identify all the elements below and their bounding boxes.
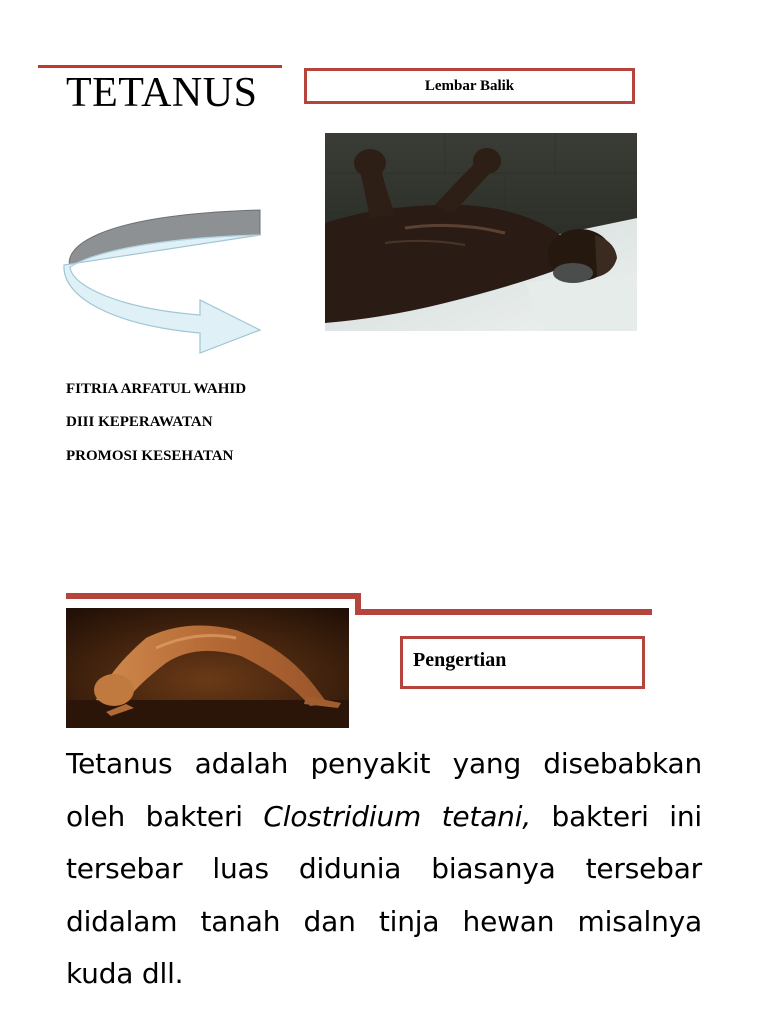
author-program: DIII KEPERAWATAN bbox=[66, 414, 213, 430]
title-top-rule bbox=[38, 65, 282, 68]
body-text-part1: Tetanus adalah penyakit yang disebabkan oleh bakteri bbox=[66, 747, 702, 833]
author-name: FITRIA ARFATUL WAHID bbox=[66, 381, 247, 397]
section-heading: Pengertian bbox=[413, 649, 507, 671]
opisthotonus-photo bbox=[66, 608, 349, 728]
curved-arrow-icon bbox=[62, 205, 262, 355]
section-heading-box bbox=[400, 636, 645, 689]
header-label: Lembar Balik bbox=[424, 77, 515, 94]
body-text-part2: bakteri ini tersebar luas didunia biasanya tersebar didalam tanah dan tinja hewan misalnya kuda dll. bbox=[66, 799, 702, 990]
tetanus-patient-photo bbox=[325, 133, 637, 331]
header-label-box bbox=[304, 68, 635, 104]
author-course: PROMOSI KESEHATAN bbox=[66, 448, 234, 464]
document-title: TETANUS bbox=[66, 70, 258, 116]
bacteria-name: Clostridium tetani, bbox=[263, 799, 531, 833]
section-body-text bbox=[66, 738, 702, 1001]
